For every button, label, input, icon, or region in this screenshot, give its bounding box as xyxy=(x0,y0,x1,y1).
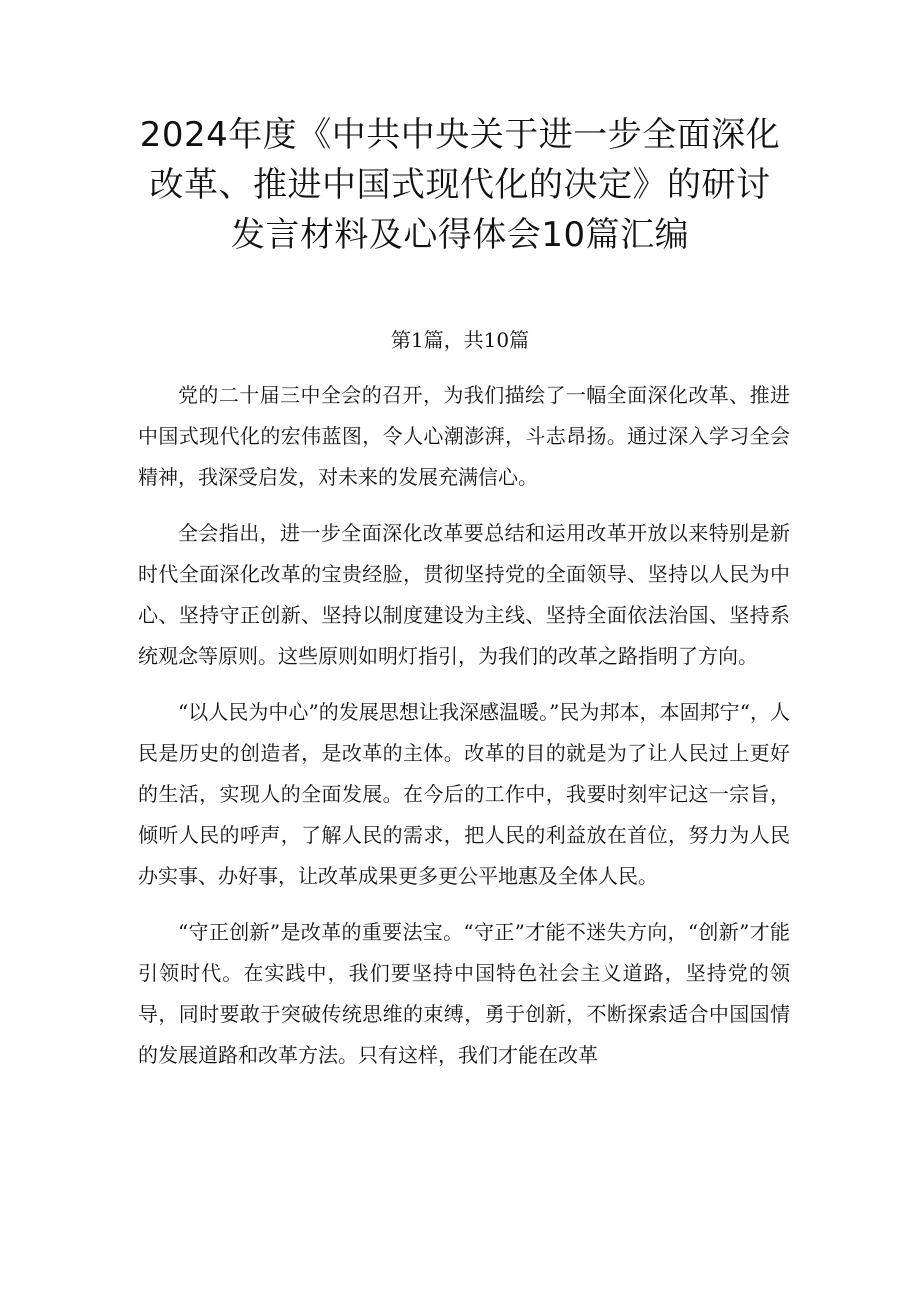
document-body xyxy=(138,375,790,1091)
paragraph-1: 党的二十届三中全会的召开，为我们描绘了一幅全面深化改革、推进中国式现代化的宏伟蓝图，令人心潮澎湃，斗志昂扬。通过深入学习全会精神，我深受启发，对未来的发展充满信心。 xyxy=(138,383,790,489)
paragraph-3: “以人民为中心”的发展思想让我深感温暖。”民为邦本，本固邦宁“，人民是历史的创造者，是改革的主体。改革的目的就是为了让人民过上更好的生活，实现人的全面发展。在今后的工作中，我要时刻牢记这一宗旨，倾听人民的呼声，了解人民的需求，把人民的利益放在首位，努力为人民办实事、办好事，让改革成果更多更公平地惠及全体人民。 xyxy=(138,700,790,888)
title-line-1: 2024年度《中共中央关于进一步全面深化 xyxy=(139,115,781,155)
title-line-2: 改革、推进中国式现代化的决定》的研讨 xyxy=(149,165,771,205)
paragraph-2: 全会指出，进一步全面深化改革要总结和运用改革开放以来特别是新时代全面深化改革的宝贵经脸，贯彻坚持党的全面领导、坚持以人民为中心、坚持守正创新、坚持以制度建设为主线、坚持全面依法治国、坚持系统观念等原则。这些原则如明灯指引，为我们的改革之路指明了方向。 xyxy=(138,521,790,668)
document-title xyxy=(110,110,810,260)
section-label: 第1篇，共10篇 xyxy=(390,328,530,352)
paragraph-4: “守正创新”是改革的重要法宝。“守正”才能不迷失方向，“创新”才能引领时代。在实践中，我们要坚持中国特色社会主义道路，坚持党的领导，同时要敢于突破传统思维的束缚，勇于创新，不断探索适合中国国情的发展道路和改革方法。只有这样，我们才能在改革 xyxy=(138,920,790,1067)
title-line-3: 发言材料及心得体会10篇汇编 xyxy=(230,215,690,255)
